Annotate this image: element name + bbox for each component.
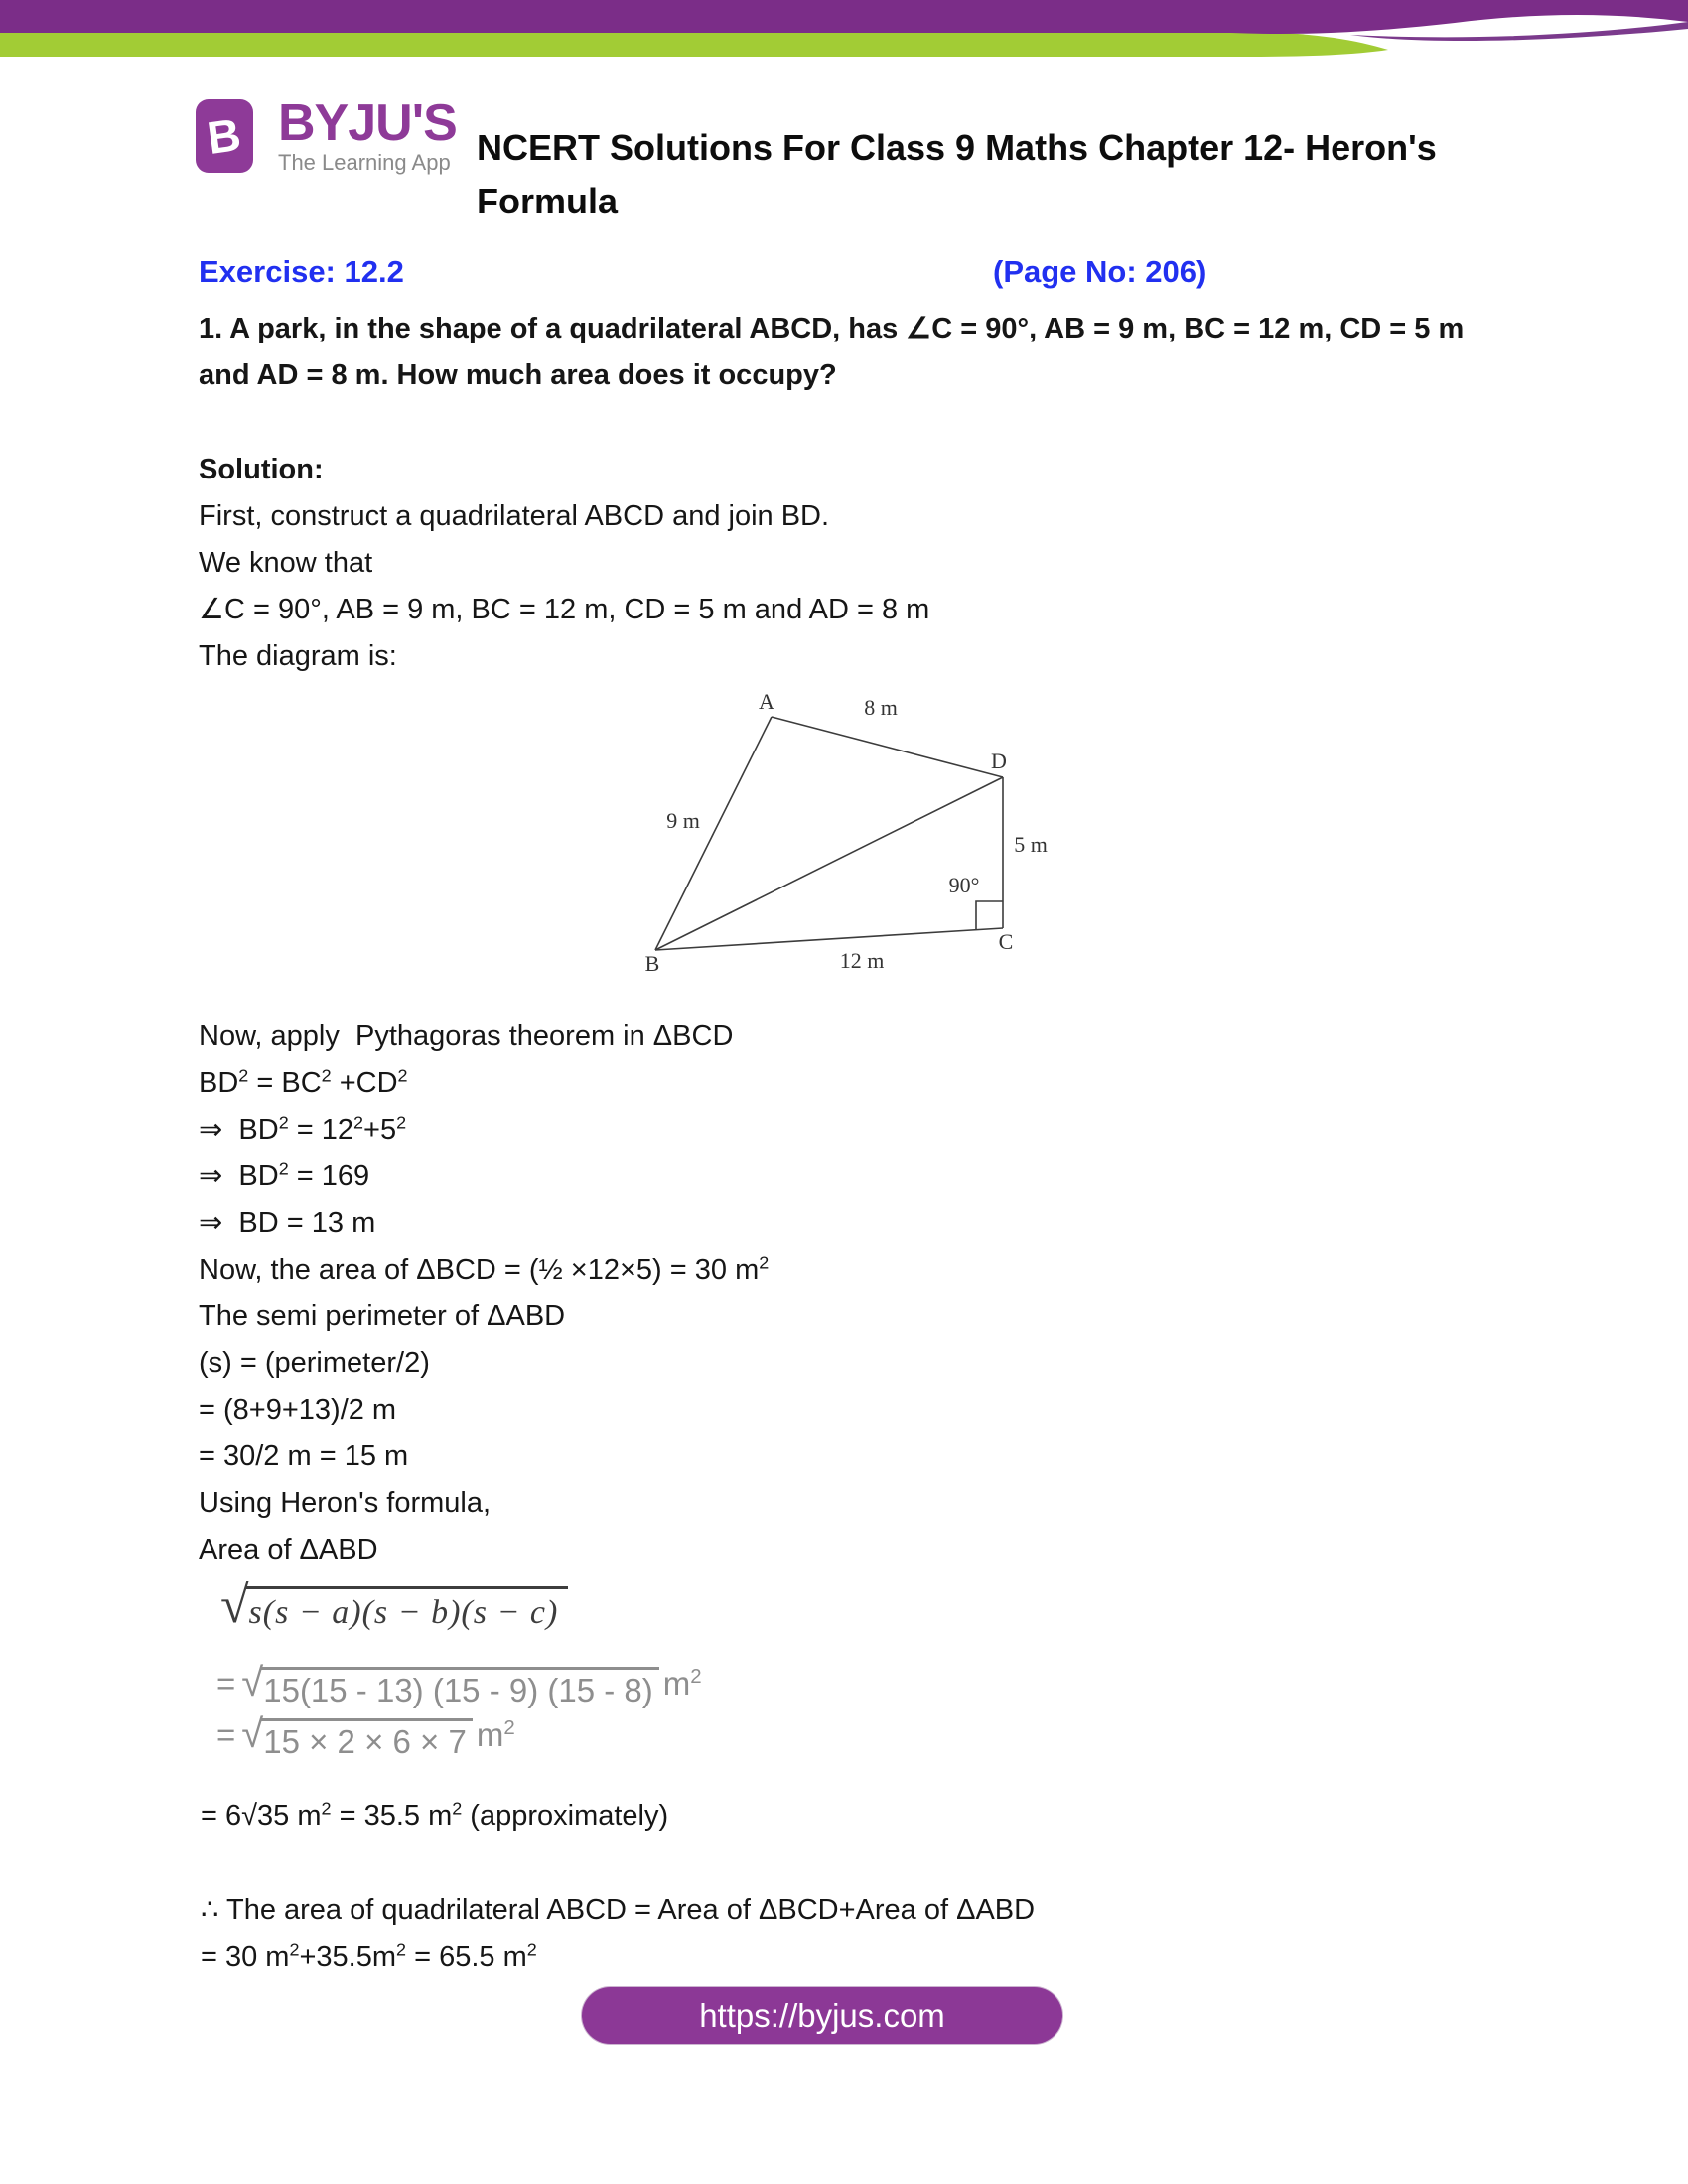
diagram-label-8-m: 8 m — [864, 695, 898, 720]
herons-formula-expression: s(s − a)(s − b)(s − c) — [245, 1586, 569, 1633]
diagram-label-90°: 90° — [948, 873, 980, 897]
diagonal-BD — [655, 777, 1003, 950]
radical-sign: √ — [241, 1712, 264, 1756]
herons-formula — [220, 1577, 568, 1634]
diagram-label-12-m: 12 m — [839, 948, 885, 973]
page-number-label: (Page No: 206) — [993, 254, 1207, 289]
solution-line: We know that — [199, 547, 373, 579]
unit-label: $m^2$ — [662, 1665, 702, 1702]
solution-step: $BD^2 = BC^2 +CD^2$ — [199, 1065, 408, 1099]
solution-step: = 30/2 m = 15 m — [199, 1440, 409, 1472]
conclusion-line: ∴ The area of quadrilateral ABCD = Area of ΔBCD+Area of ΔABD — [201, 1894, 1036, 1926]
diagram-label-D: D — [991, 749, 1007, 773]
byjus-brand-name: BYJU'S — [278, 95, 457, 152]
solution-intro — [199, 447, 929, 680]
equals-sign: = — [216, 1716, 236, 1753]
solution-step: ⇒ $BD^2 = 12^2+5^2$ — [199, 1112, 407, 1146]
solution-line: First, construct a quadrilateral ABCD and join BD. — [199, 500, 830, 532]
page-title-line1: NCERT Solutions For Class 9 Maths Chapter 12- Heron's — [477, 127, 1437, 168]
byjus-logo-mark — [196, 99, 253, 173]
right-angle-marker — [976, 901, 1003, 930]
solution-line: The diagram is: — [199, 640, 397, 672]
solution-heading: Solution: — [199, 454, 324, 485]
byjus-url-pill[interactable]: https://byjus.com — [582, 1987, 1062, 2044]
radical-sign: √ — [220, 1577, 249, 1634]
byjus-tagline: The Learning App — [278, 150, 451, 175]
solution-step: ⇒ $BD^2 = 169$ — [199, 1159, 370, 1192]
diagram-label-A: A — [759, 689, 774, 714]
solution-step: Now, the area of ΔBCD = (½ ×12×5) = 30 $m^2$ — [199, 1252, 770, 1286]
question-line: and AD = 8 m. How much area does it occupy? — [199, 359, 837, 391]
area-result-line: = 6√35 $m^2 = 35.5$ $m^2$ (approximately) — [201, 1798, 669, 1832]
page-title — [477, 121, 1589, 228]
quadrilateral-diagram — [596, 685, 1092, 983]
heron-substitution-expression: 15(15 - 13) (15 - 9) (15 - 8) — [260, 1667, 659, 1708]
conclusion-block — [201, 1887, 1035, 1980]
radical-sign: √ — [241, 1661, 264, 1705]
exercise-label: Exercise: 12.2 — [199, 254, 404, 289]
edge-BC — [655, 928, 1003, 950]
header-bands — [0, 0, 1688, 60]
solution-step: The semi perimeter of ΔABD — [199, 1300, 566, 1332]
solution-step: ⇒ BD = 13 m — [199, 1207, 376, 1239]
question-line: 1. A park, in the shape of a quadrilateral ABCD, has ∠C = 90°, AB = 9 m, BC = 12 m, CD = 5 m — [199, 313, 1465, 344]
byjus-logo-text — [278, 95, 475, 175]
question-block — [199, 306, 1464, 399]
conclusion-line: = 30 $m^2+35.5m^2 = 65.5$ $m^2$ — [201, 1939, 537, 1973]
edge-AD — [772, 717, 1003, 777]
diagram-label-C: C — [998, 929, 1014, 954]
heron-product-expression: 15 × 2 × 6 × 7 — [260, 1718, 473, 1760]
green-band — [0, 32, 1388, 57]
heron-product-line — [216, 1713, 515, 1760]
equals-sign: = — [216, 1665, 236, 1702]
heron-substitution-line — [216, 1662, 702, 1708]
solution-step: Area of ΔABD — [199, 1534, 378, 1566]
solution-step: Now, apply Pythagoras theorem in ΔBCD — [199, 1021, 734, 1052]
diagram-label-B: B — [644, 951, 660, 976]
solution-step: Using Heron's formula, — [199, 1487, 492, 1519]
diagram-label-9-m: 9 m — [666, 808, 700, 833]
solution-step: = (8+9+13)/2 m — [199, 1394, 397, 1426]
solution-steps — [199, 1014, 769, 1573]
solution-line: ∠C = 90°, AB = 9 m, BC = 12 m, CD = 5 m and AD = 8 m — [199, 594, 930, 625]
page-title-line2: Formula — [477, 181, 619, 221]
purple-band — [0, 0, 1688, 34]
diagram-label-5-m: 5 m — [1014, 832, 1048, 857]
solution-step: (s) = (perimeter/2) — [199, 1347, 430, 1379]
unit-label: $m^2$ — [476, 1716, 515, 1753]
edge-AB — [655, 717, 772, 950]
byjus-logo-letter: B — [204, 107, 245, 165]
